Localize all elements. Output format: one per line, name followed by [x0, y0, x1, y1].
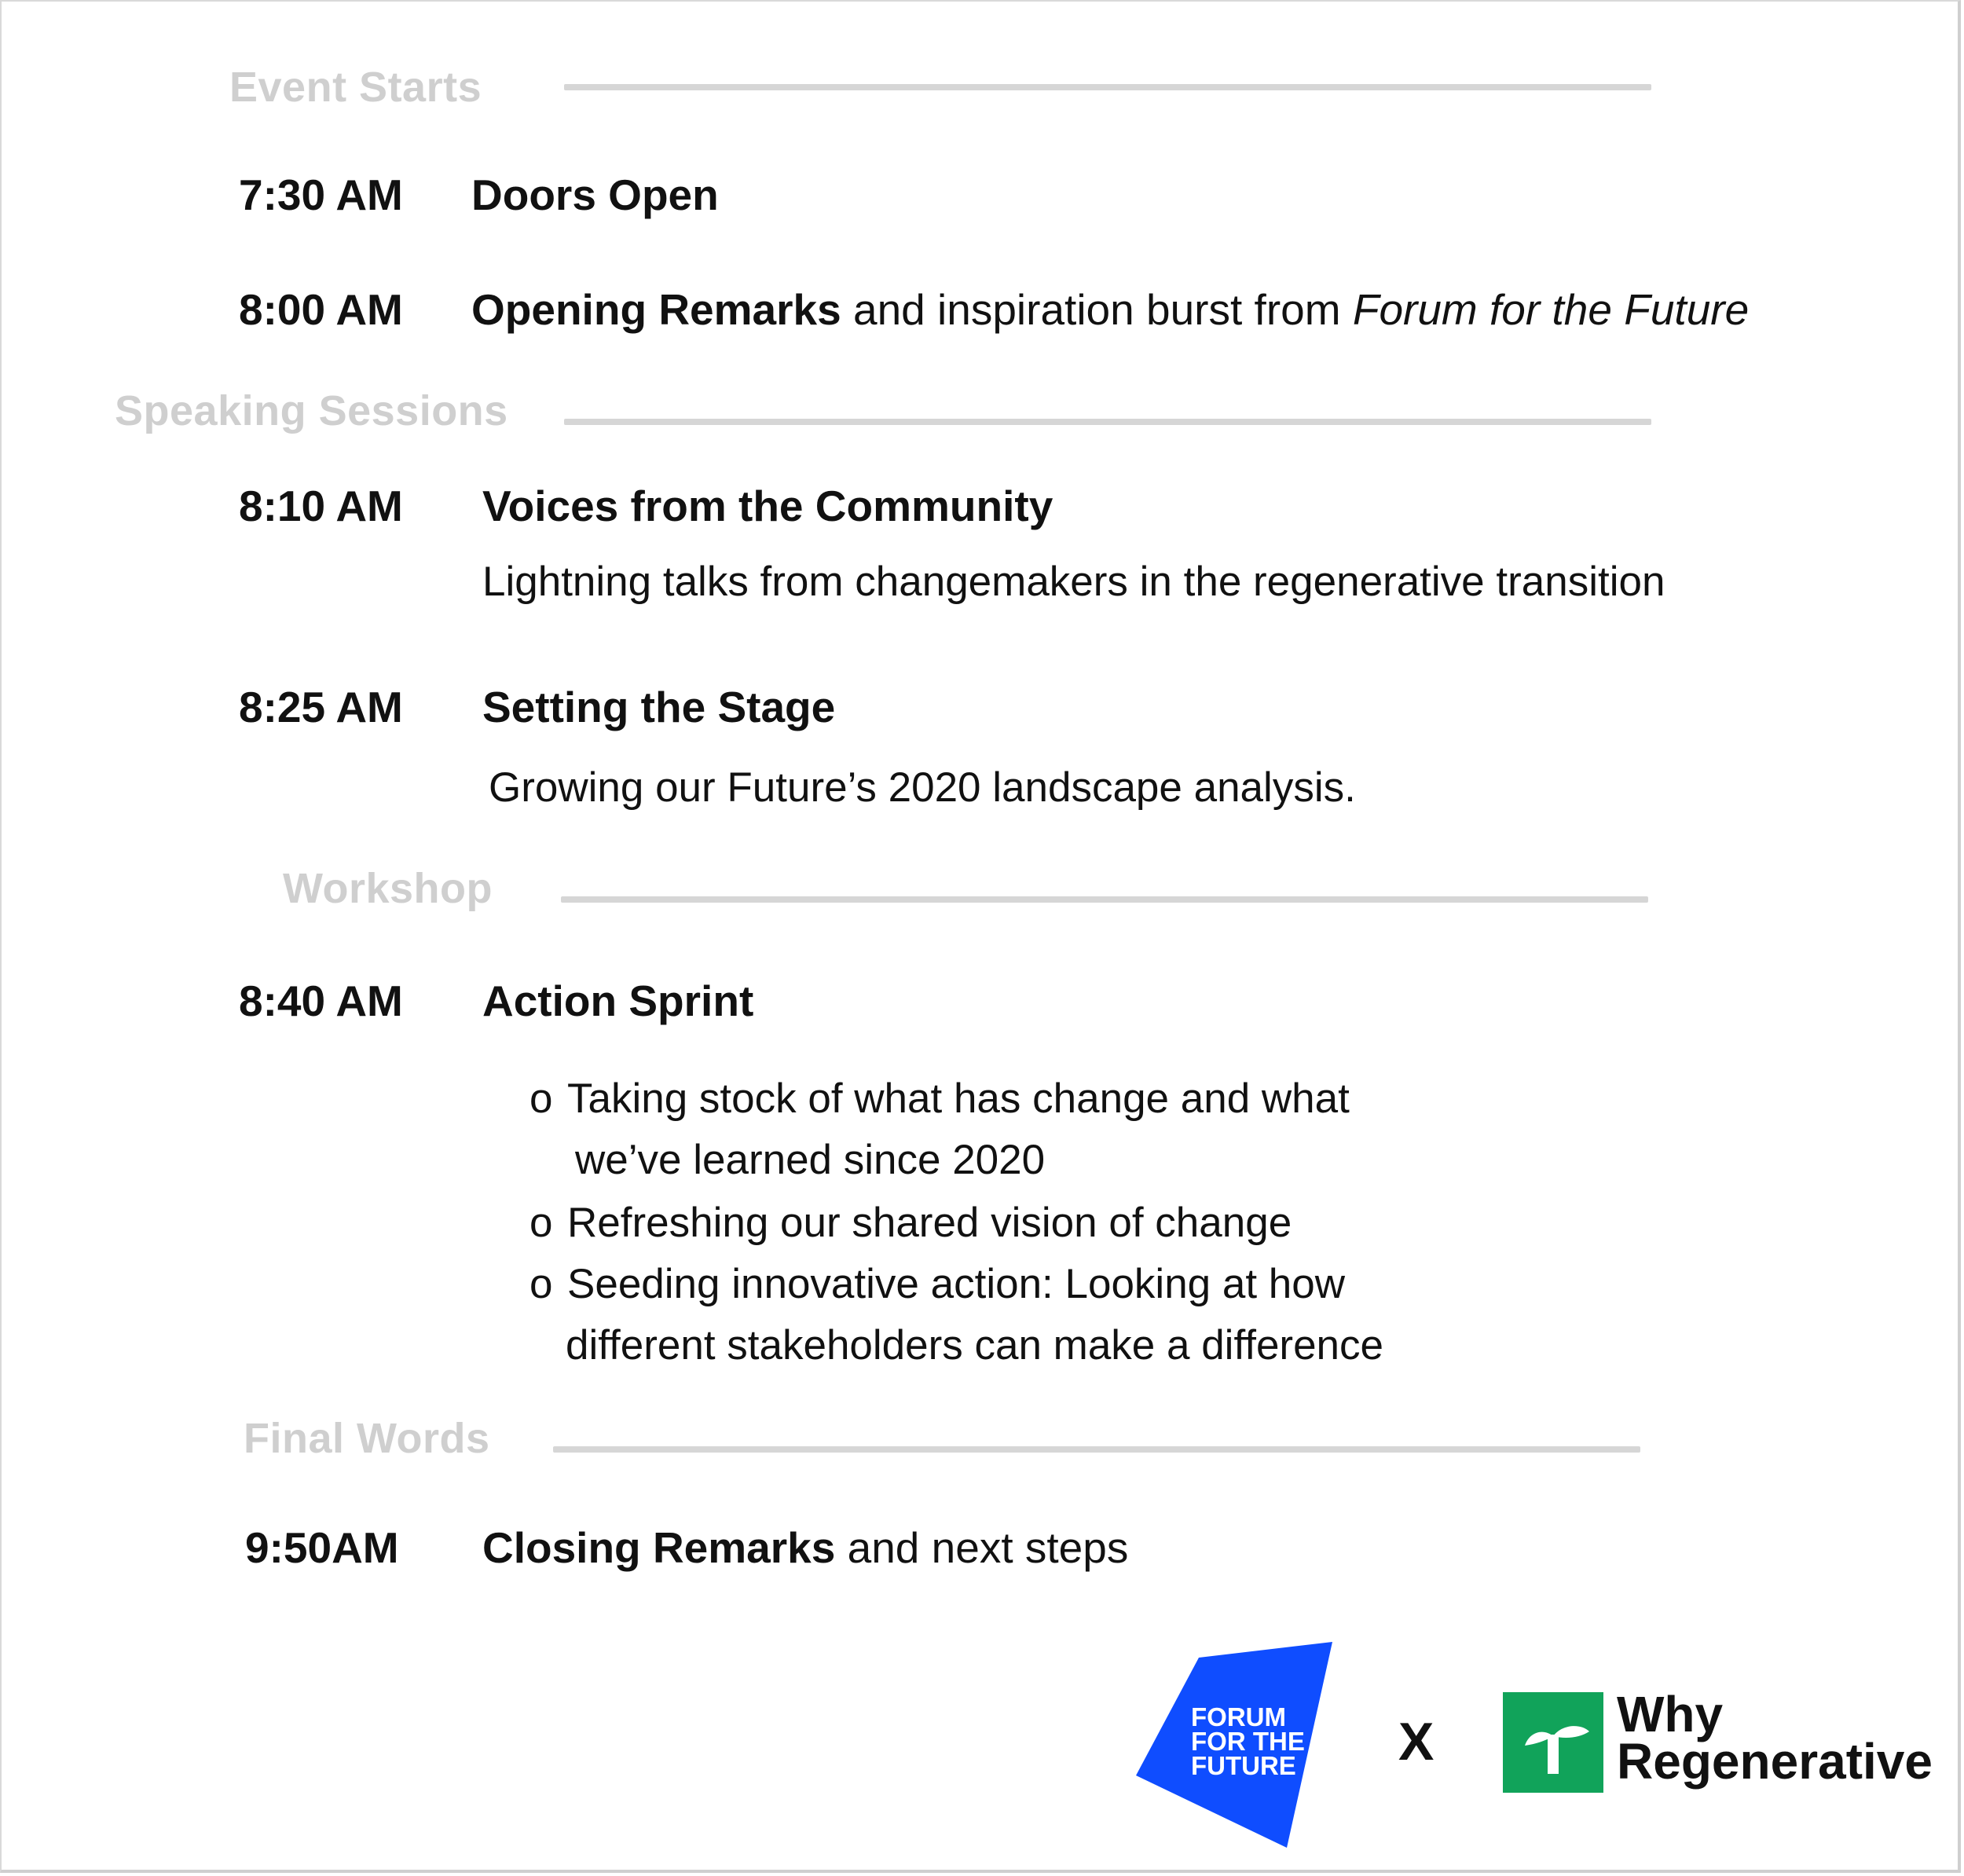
- agenda-title-rest: and inspiration burst from: [841, 285, 1353, 334]
- bullet-marker: o: [529, 1075, 553, 1122]
- why-regenerative-wordmark: [1617, 1686, 1933, 1790]
- section-divider: [561, 896, 1648, 903]
- bullet-text: Refreshing our shared vision of change: [567, 1200, 1292, 1246]
- agenda-title-bold: Closing Remarks: [482, 1523, 836, 1572]
- logo-line: FORUM: [1191, 1702, 1286, 1731]
- agenda-description: Growing our Future’s 2020 landscape analysis.: [489, 764, 1356, 811]
- bullet-text: Taking stock of what has change and what: [567, 1075, 1350, 1122]
- agenda-time: 7:30 AM: [239, 170, 403, 219]
- agenda-description: Lightning talks from changemakers in the regenerative transition: [482, 559, 1665, 605]
- agenda-title: [471, 284, 1749, 335]
- agenda-title: [482, 1522, 1128, 1573]
- bullet-text-continued: different stakeholders can make a difference: [566, 1322, 1384, 1369]
- why-regenerative-logo-mark: [1503, 1692, 1603, 1793]
- bullet-text: Seeding innovative action: Looking at how: [567, 1261, 1346, 1307]
- collaboration-separator: X: [1398, 1712, 1435, 1772]
- forum-for-the-future-wordmark: [1191, 1702, 1305, 1780]
- bullet-text-continued: we’ve learned since 2020: [575, 1137, 1046, 1183]
- agenda-title-text: Setting the Stage: [482, 683, 836, 731]
- logo-line: Why: [1617, 1686, 1724, 1742]
- agenda-time: 8:40 AM: [239, 976, 403, 1025]
- agenda-title-text: Voices from the Community: [482, 482, 1053, 530]
- agenda-time: 8:00 AM: [239, 285, 403, 334]
- list-item: [529, 1254, 1383, 1376]
- logo-line: FOR THE: [1191, 1727, 1305, 1756]
- agenda-title: [482, 682, 835, 732]
- agenda-title-text: Doors Open: [471, 170, 719, 219]
- list-item: [529, 1068, 1350, 1191]
- bullet-marker: o: [529, 1261, 553, 1307]
- section-label-final-words: Final Words: [244, 1415, 490, 1462]
- section-divider: [564, 419, 1651, 425]
- agenda-title: [482, 976, 753, 1026]
- agenda-title-text: Action Sprint: [482, 976, 754, 1025]
- section-label-event-starts: Event Starts: [229, 64, 482, 111]
- agenda-time: 8:25 AM: [239, 683, 403, 731]
- agenda-title: [482, 481, 1053, 531]
- logo-line: Regenerative: [1617, 1733, 1933, 1790]
- agenda-title-italic: Forum for the Future: [1352, 285, 1750, 334]
- agenda-title: [471, 170, 719, 220]
- sprout-icon: [1503, 1692, 1603, 1793]
- section-label-speaking-sessions: Speaking Sessions: [115, 387, 508, 434]
- bullet-marker: o: [529, 1200, 553, 1246]
- logo-line: FUTURE: [1191, 1751, 1296, 1780]
- section-divider: [553, 1446, 1640, 1453]
- agenda-title-rest: and next steps: [835, 1523, 1129, 1572]
- section-label-workshop: Workshop: [283, 865, 493, 912]
- agenda-time: 8:10 AM: [239, 482, 403, 530]
- section-divider: [564, 84, 1651, 90]
- list-item: [529, 1193, 1292, 1254]
- agenda-title-bold: Opening Remarks: [471, 285, 841, 334]
- agenda-time: 9:50AM: [245, 1523, 399, 1572]
